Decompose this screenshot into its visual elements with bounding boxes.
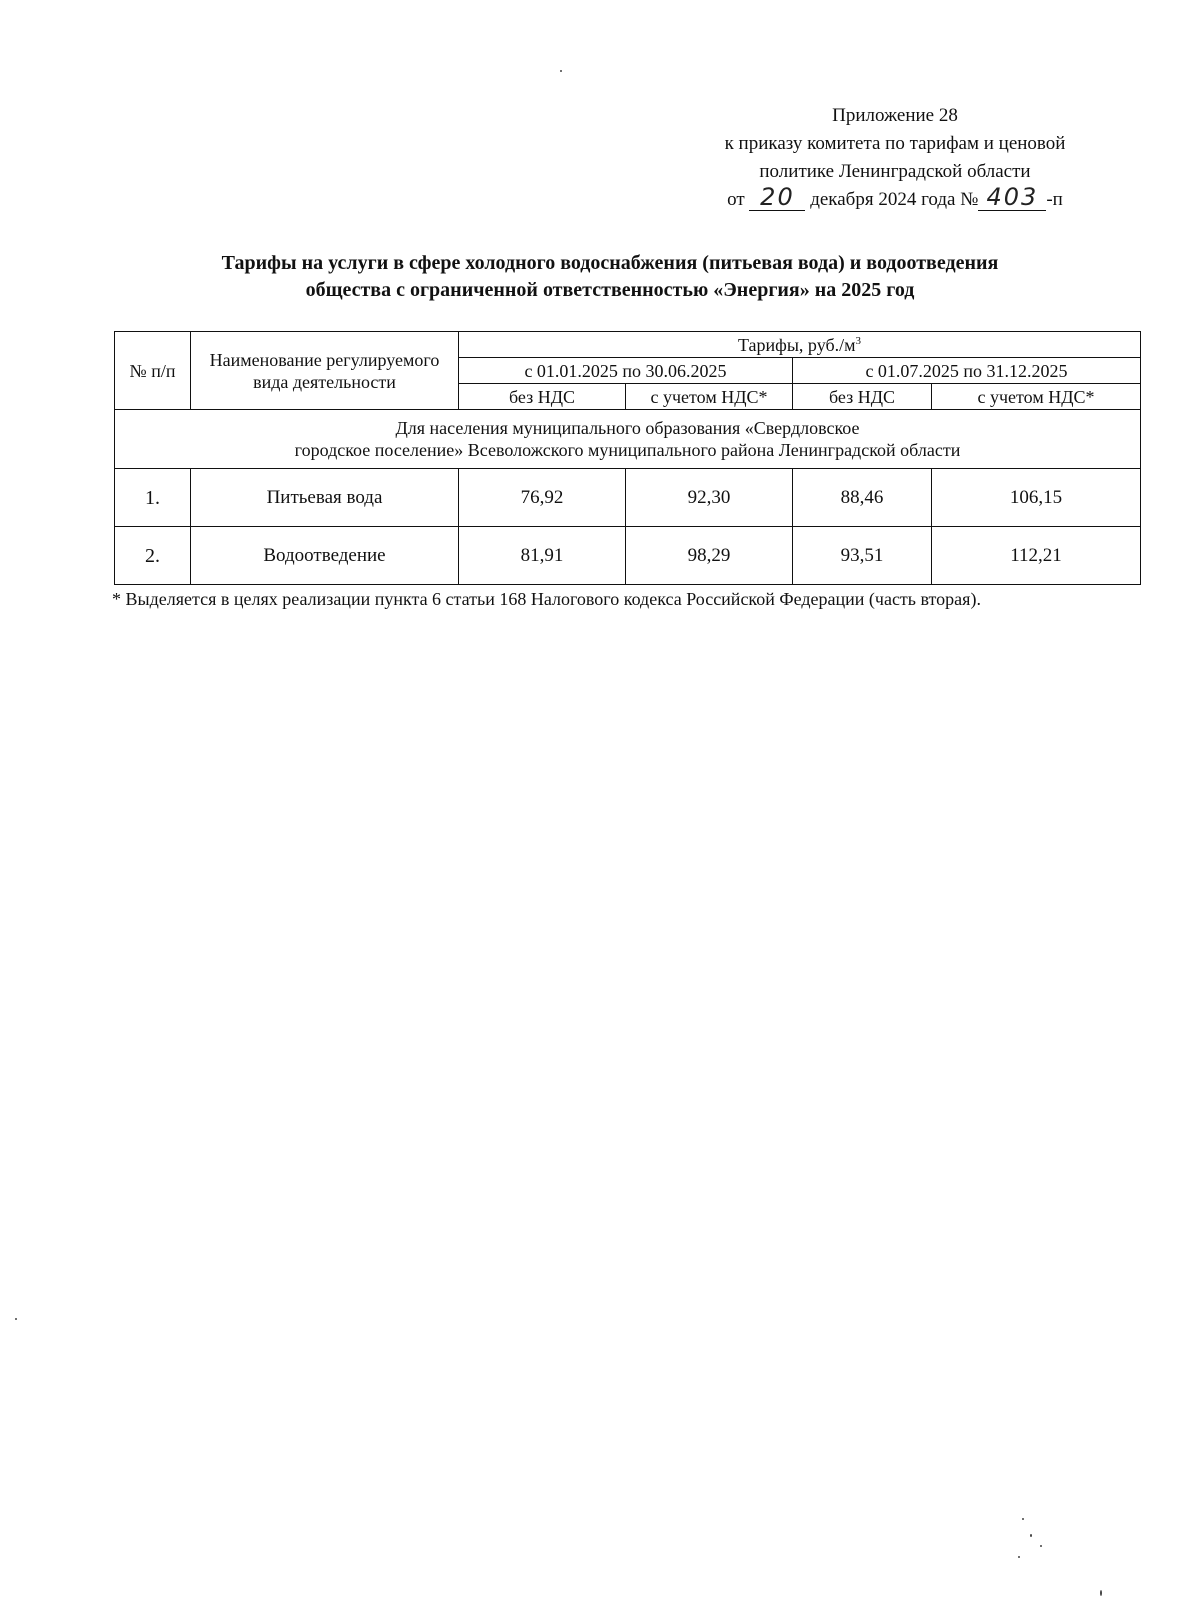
table-row <box>115 527 1141 585</box>
table-row <box>115 469 1141 527</box>
scan-speck <box>1018 1556 1020 1558</box>
group-label-line-2: городское поселение» Всеволожского муниципального района Ленинградской области <box>294 440 961 460</box>
scan-speck <box>1100 1590 1102 1596</box>
group-label <box>115 410 1141 469</box>
day-field <box>749 183 805 211</box>
handwritten-order-number: 403 <box>986 183 1039 211</box>
group-label-line-1: Для населения муниципального образования «Свердловское <box>395 418 860 438</box>
title-line-1: Тарифы на услуги в сфере холодного водоснабжения (питьевая вода) и водоотведения <box>221 252 999 274</box>
header-period-2: с 01.07.2025 по 31.12.2025 <box>793 358 1141 384</box>
tariffs-unit-sup: 3 <box>855 334 862 347</box>
header-activity: Наименование регулируемого вида деятельности <box>191 332 459 410</box>
appendix-title: Приложение 28 <box>832 105 958 126</box>
date-prefix: от <box>727 189 745 210</box>
row-p1-no-vat: 81,91 <box>459 527 626 585</box>
scan-speck <box>1022 1518 1024 1520</box>
appendix-block <box>640 102 1150 214</box>
row-activity-name: Водоотведение <box>191 527 459 585</box>
row-p2-no-vat: 93,51 <box>793 527 932 585</box>
scan-speck <box>560 70 562 72</box>
appendix-order-ref: к приказу комитета по тарифам и ценовой <box>724 133 1066 154</box>
tariffs-table <box>114 331 1141 585</box>
row-p2-with-vat: 106,15 <box>932 469 1141 527</box>
footnote: * Выделяется в целях реализации пункта 6 статьи 168 Налогового кодекса Российской Федерации (часть вторая). <box>112 589 981 609</box>
order-number-field <box>978 183 1046 211</box>
scan-speck <box>1030 1534 1032 1537</box>
handwritten-day: 20 <box>760 183 795 211</box>
date-text: декабря 2024 года № <box>810 189 979 210</box>
row-p1-with-vat: 98,29 <box>626 527 793 585</box>
row-p1-with-vat: 92,30 <box>626 469 793 527</box>
title-line-2: общества с ограниченной ответственностью «Энергия» на 2025 год <box>305 279 915 301</box>
row-activity-name: Питьевая вода <box>191 469 459 527</box>
row-p1-no-vat: 76,92 <box>459 469 626 527</box>
row-num: 1. <box>115 469 191 527</box>
header-row-tariffs <box>115 332 1141 358</box>
header-p2-with-vat: с учетом НДС* <box>932 384 1141 410</box>
order-suffix: -п <box>1046 189 1063 210</box>
header-p1-no-vat: без НДС <box>459 384 626 410</box>
header-period-1: с 01.01.2025 по 30.06.2025 <box>459 358 793 384</box>
tariffs-label: Тарифы, руб./м <box>738 334 856 355</box>
row-num: 2. <box>115 527 191 585</box>
row-p2-no-vat: 88,46 <box>793 469 932 527</box>
header-num: № п/п <box>115 332 191 410</box>
header-p2-no-vat: без НДС <box>793 384 932 410</box>
scan-speck <box>15 1318 17 1320</box>
header-p1-with-vat: с учетом НДС* <box>626 384 793 410</box>
document-title <box>110 250 1110 304</box>
group-row <box>115 410 1141 469</box>
scan-speck <box>1040 1545 1042 1547</box>
appendix-committee: политике Ленинградской области <box>759 161 1031 182</box>
header-tariffs <box>459 332 1141 358</box>
appendix-date-line <box>640 183 1150 214</box>
row-p2-with-vat: 112,21 <box>932 527 1141 585</box>
